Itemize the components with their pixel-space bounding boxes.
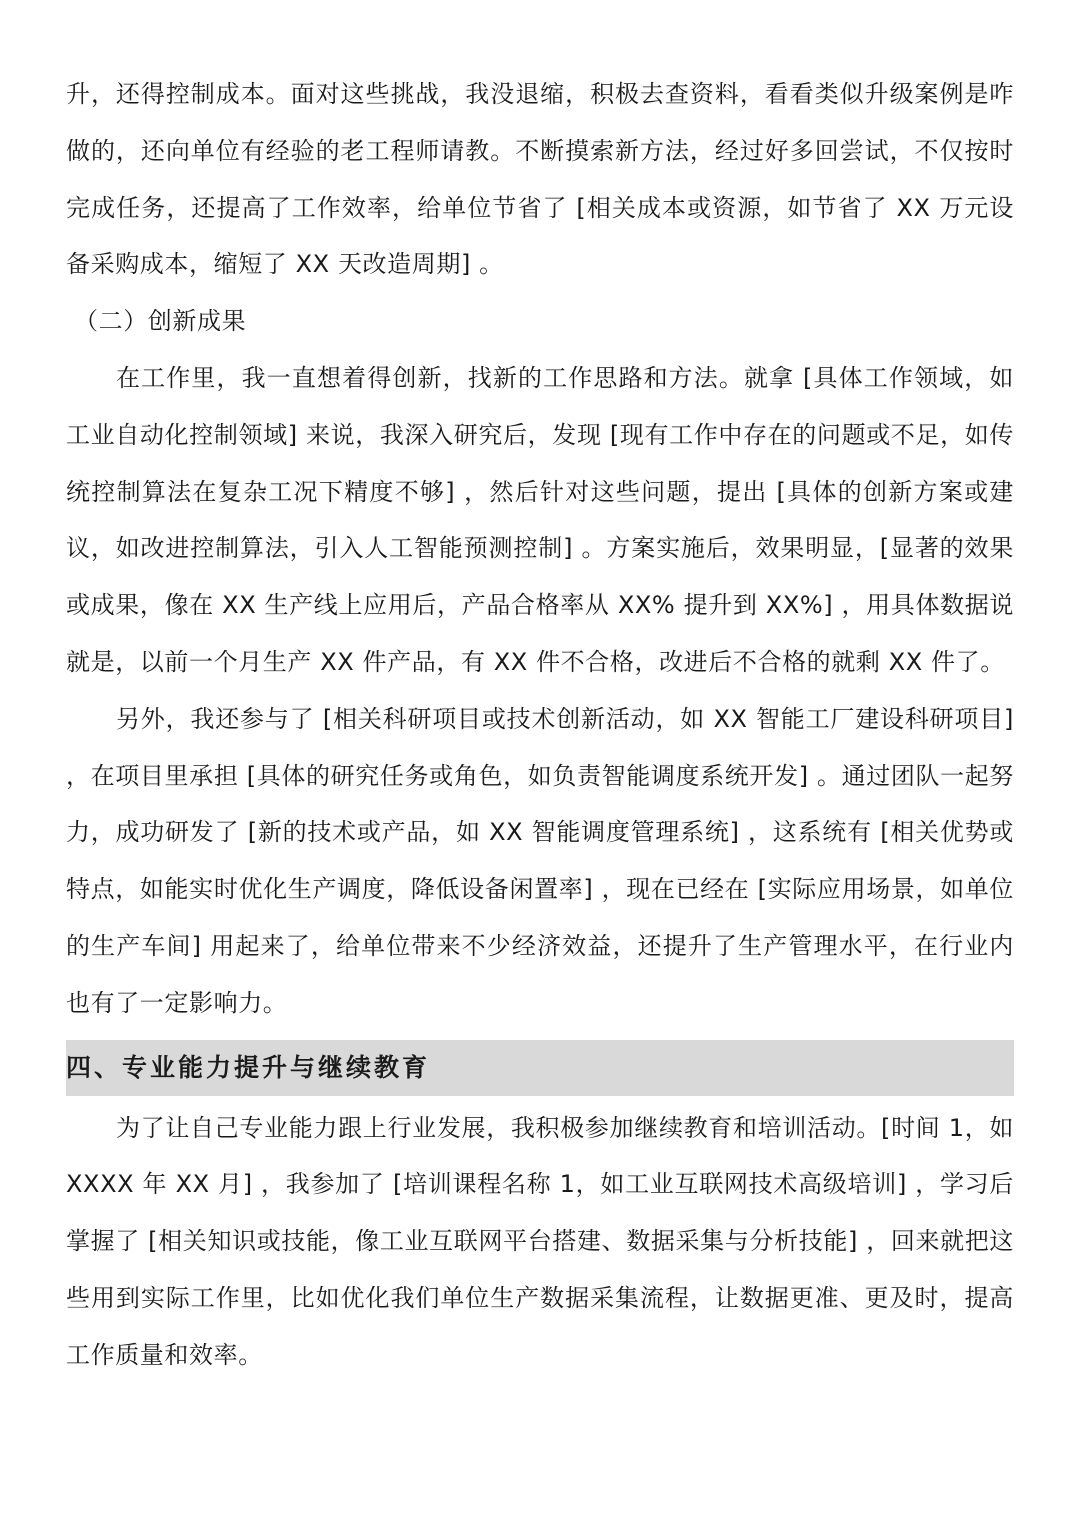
paragraph-research-project: 另外，我还参与了 [相关科研项目或技术创新活动，如 XX 智能工厂建设科研项目] ，在项目里承担 [具体的研究任务或角色，如负责智能调度系统开发] 。通过团队一起努力，成功研发了 [新的技术或产品，如 XX 智能调度管理系统] ，这系统有 [相关优势或特点，如能实时优化生产调度，降低设备闲置率] ，现在已经在 [实际应用场景，如单位的生产车间] 用起来了，给单位带来不少经济效益，还提升了生产管理水平，在行业内也有了一定影响力。 bbox=[66, 704, 1014, 1017]
paragraph-continuing-education: 为了让自己专业能力跟上行业发展，我积极参加继续教育和培训活动。[时间 1，如 XXXX 年 XX 月] ，我参加了 [培训课程名称 1，如工业互联网技术高级培训] ，学习后掌握了 [相关知识或技能，像工业互联网平台搭建、数据采集与分析技能] ，回来就把这些用到实际工作里，比如优化我们单位生产数据采集流程，让数据更准、更及时，提高工作质量和效率。 bbox=[66, 1113, 1014, 1369]
paragraph-cost-saving: 升，还得控制成本。面对这些挑战，我没退缩，积极去查资料，看看类似升级案例是咋做的，还向单位有经验的老工程师请教。不断摸索新方法，经过好多回尝试，不仅按时完成任务，还提高了工作效率，给单位节省了 [相关成本或资源，如节省了 XX 万元设备采购成本，缩短了 XX 天改造周期] 。 bbox=[66, 80, 1014, 279]
subheading-innovation: （二）创新成果 bbox=[74, 307, 247, 336]
paragraph-innovation-results: 在工作里，我一直想着得创新，找新的工作思路和方法。就拿 [具体工作领域，如工业自动化控制领域] 来说，我深入研究后，发现 [现有工作中存在的问题或不足，如传统控制算法在复杂工况下精度不够] ，然后针对这些问题，提出 [具体的创新方案或建议，如改进控制算法，引入人工智能预测控制] 。方案实施后，效果明显，[显著的效果或成果，像在 XX 生产线上应用后，产品合格率从 XX% 提升到 XX%] ，用具体数据说就是，以前一个月生产 XX 件产品，有 XX 件不合格，改进后不合格的就剩 XX 件了。 bbox=[66, 363, 1014, 676]
section-heading-education: 四、专业能力提升与继续教育 bbox=[66, 1040, 1014, 1096]
document-page bbox=[66, 66, 1014, 1384]
